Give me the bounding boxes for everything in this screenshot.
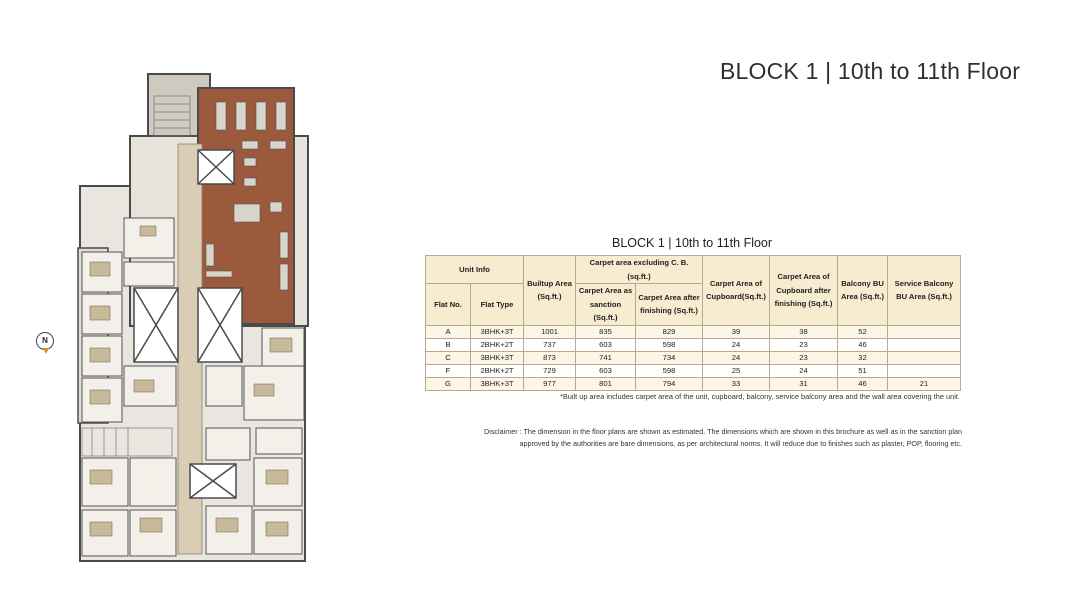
cell-flat-type: 3BHK+3T xyxy=(471,351,524,364)
disclaimer xyxy=(466,426,962,450)
cell-carpet-cupboard-finishing: 31 xyxy=(770,377,838,390)
table-row xyxy=(426,377,961,390)
table-row xyxy=(426,338,961,351)
cell-flat-type: 3BHK+3T xyxy=(471,377,524,390)
cell-carpet-finishing: 598 xyxy=(636,364,703,377)
cell-builtup: 873 xyxy=(524,351,576,364)
cell-carpet-sanction: 741 xyxy=(576,351,636,364)
table-row xyxy=(426,364,961,377)
cell-balcony: 46 xyxy=(838,377,888,390)
page-title: BLOCK 1 | 10th to 11th Floor xyxy=(720,58,1021,84)
cell-carpet-cupboard-finishing: 24 xyxy=(770,364,838,377)
cell-service-balcony xyxy=(888,325,961,338)
disclaimer-line-1: Disclaimer : The dimension in the floor plans are shown as estimated. The dimensions which are shown in this brochure as well as in the sanction plan xyxy=(484,427,962,436)
header-balcony: Balcony BU Area (Sq.ft.) xyxy=(838,256,888,326)
cell-carpet-finishing: 598 xyxy=(636,338,703,351)
header-carpet-sanction: Carpet Area as sanction (Sq.ft.) xyxy=(576,284,636,326)
cell-carpet-cupboard: 24 xyxy=(703,338,770,351)
table-row xyxy=(426,351,961,364)
header-builtup: Builtup Area (Sq.ft.) xyxy=(524,256,576,326)
header-flat-no: Flat No. xyxy=(426,284,471,326)
header-carpet-cupboard: Carpet Area of Cupboard(Sq.ft.) xyxy=(703,256,770,326)
cell-builtup: 729 xyxy=(524,364,576,377)
header-carpet-cupboard-finishing: Carpet Area of Cupboard after finishing (Sq.ft.) xyxy=(770,256,838,326)
cell-carpet-sanction: 835 xyxy=(576,325,636,338)
cell-flat-no: F xyxy=(426,364,471,377)
cell-carpet-cupboard: 25 xyxy=(703,364,770,377)
cell-flat-no: G xyxy=(426,377,471,390)
header-service-balcony: Service Balcony BU Area (Sq.ft.) xyxy=(888,256,961,326)
cell-carpet-sanction: 603 xyxy=(576,364,636,377)
cell-carpet-cupboard-finishing: 38 xyxy=(770,325,838,338)
cell-builtup: 737 xyxy=(524,338,576,351)
cell-carpet-cupboard: 39 xyxy=(703,325,770,338)
cell-flat-type: 3BHK+3T xyxy=(471,325,524,338)
group-carpet-excl: Carpet area excluding C. B. (sq.ft.) xyxy=(576,256,703,284)
cell-balcony: 32 xyxy=(838,351,888,364)
cell-carpet-cupboard-finishing: 23 xyxy=(770,338,838,351)
cell-flat-no: B xyxy=(426,338,471,351)
cell-carpet-cupboard: 24 xyxy=(703,351,770,364)
cell-service-balcony: 21 xyxy=(888,377,961,390)
compass-label: N xyxy=(36,332,54,350)
north-compass xyxy=(36,332,56,352)
cell-carpet-cupboard: 33 xyxy=(703,377,770,390)
cell-balcony: 46 xyxy=(838,338,888,351)
cell-flat-no: C xyxy=(426,351,471,364)
cell-service-balcony xyxy=(888,338,961,351)
table-group-header-row xyxy=(426,256,961,284)
header-flat-type: Flat Type xyxy=(471,284,524,326)
cell-flat-type: 2BHK+2T xyxy=(471,364,524,377)
cell-carpet-cupboard-finishing: 23 xyxy=(770,351,838,364)
group-unit-info: Unit Info xyxy=(426,256,524,284)
disclaimer-line-2: approved by the authorities are bare dimensions, as per architectural norms. It will reduce due to finishes such as plaster, POP, flooring etc. xyxy=(519,439,962,448)
cell-carpet-sanction: 801 xyxy=(576,377,636,390)
cell-builtup: 1001 xyxy=(524,325,576,338)
cell-balcony: 51 xyxy=(838,364,888,377)
cell-flat-type: 2BHK+2T xyxy=(471,338,524,351)
unit-area-table xyxy=(425,255,961,391)
cell-carpet-sanction: 603 xyxy=(576,338,636,351)
cell-carpet-finishing: 829 xyxy=(636,325,703,338)
table-row xyxy=(426,325,961,338)
cell-flat-no: A xyxy=(426,325,471,338)
cell-service-balcony xyxy=(888,351,961,364)
floor-plan-drawing xyxy=(30,66,320,566)
table-title: BLOCK 1 | 10th to 11th Floor xyxy=(612,236,773,250)
north-arrow-icon xyxy=(43,348,49,354)
cell-carpet-finishing: 734 xyxy=(636,351,703,364)
header-carpet-finishing: Carpet Area after finishing (Sq.ft.) xyxy=(636,284,703,326)
cell-service-balcony xyxy=(888,364,961,377)
builtup-footnote: *Built up area includes carpet area of the unit, cupboard, balcony, service balcony area and the wall area covering the unit. xyxy=(559,392,960,401)
cell-balcony: 52 xyxy=(838,325,888,338)
cell-builtup: 977 xyxy=(524,377,576,390)
cell-carpet-finishing: 794 xyxy=(636,377,703,390)
